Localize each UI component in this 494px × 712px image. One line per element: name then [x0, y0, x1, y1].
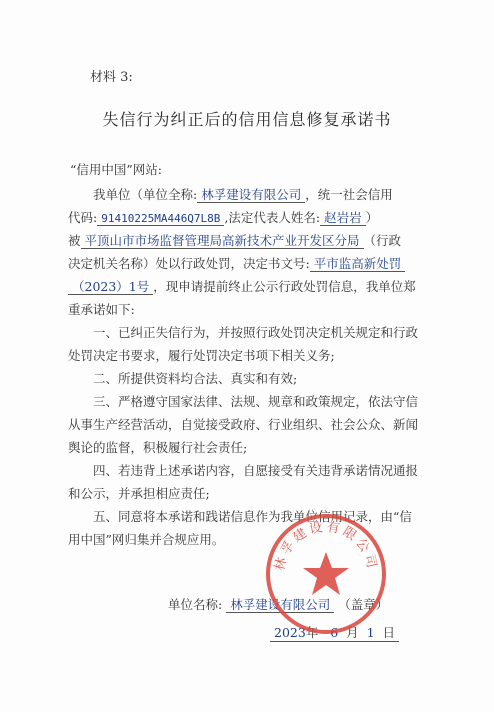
decision-number-field: 平市监高新处罚 — [310, 256, 406, 272]
company-name-field: 林孚建设有限公司 — [197, 187, 305, 203]
date-month-suffix: 月 — [346, 625, 359, 640]
official-seal-stamp — [262, 510, 390, 638]
paragraph-line — [68, 252, 434, 275]
paragraph-line — [68, 206, 434, 229]
commitment-item-1-cont: 处罚决定书要求，履行处罚决定书项下相关义务; — [68, 348, 335, 363]
text-segment: 我单位（单位全称: — [93, 187, 198, 202]
text-segment: ） — [365, 210, 379, 225]
material-label: 材料 3: — [90, 70, 133, 85]
commitment-item-2: 二、所提供资料均合法、真实和有效; — [93, 371, 298, 386]
commitment-item-1: 一、已纠正失信行为，并按照行政处罚决定机关规定和行政 — [93, 325, 419, 340]
text-segment: 被 — [68, 233, 81, 248]
legal-rep-field: 赵岩岩 — [320, 210, 366, 226]
commitment-item-5-cont: 用中国”网归集并合规应用。 — [68, 532, 225, 547]
text-segment: 代码: — [68, 210, 98, 225]
commitment-item-5: 五、同意将本承诺和践诺信息作为我单位信用记录，由“信 — [93, 509, 412, 524]
paragraph-line: 重承诺如下: — [68, 302, 135, 317]
stamp-note: （盖章） — [338, 597, 389, 612]
date-day-suffix: 日 — [382, 625, 396, 640]
paragraph-line — [68, 275, 434, 298]
salutation: “信用中国”网站: — [70, 162, 162, 177]
sign-company-name: 林孚建设有限公司 — [226, 597, 334, 613]
seal-star-icon — [303, 552, 349, 595]
commitment-item-3: 三、严格遵守国家法律、法规、规章和政策规定，依法守信 — [93, 394, 419, 409]
date-day: 1 — [366, 625, 375, 640]
seal-text: 林孚建设有限公司 — [272, 519, 380, 573]
commitment-item-3-cont: 舆论的监督，积极履行社会责任; — [68, 440, 248, 455]
text-segment: ,法定代表人姓名: — [224, 210, 321, 225]
authority-field: 平顶山市市场监督管理局高新技术产业开发区分局 — [81, 233, 364, 249]
paragraph-line — [68, 183, 434, 206]
decision-number-field-2: （2023）1号 — [68, 279, 153, 295]
document-body — [68, 183, 434, 551]
commitment-item-4-cont: 和公示，并承担相应责任; — [68, 486, 210, 501]
text-segment: ，现申请提前终止公示行政处罚信息，我单位郑 — [153, 279, 416, 294]
commitment-item-3-cont: 从事生产经营活动，自觉接受政府、行业组织、社会公众、新闻 — [68, 417, 419, 432]
paragraph-line — [68, 229, 434, 252]
date-year: 2023 — [274, 625, 306, 640]
text-segment: ，统一社会信用 — [305, 187, 393, 202]
commitment-item-4: 四、若违背上述承诺内容，自愿接受有关违背承诺情况通报 — [93, 463, 419, 478]
text-segment: （行政 — [363, 233, 402, 248]
credit-code-field: 91410225MA446Q7L8B — [97, 212, 224, 226]
date-year-suffix: 年 — [305, 625, 319, 640]
sign-label: 单位名称: — [168, 597, 223, 612]
text-segment: 决定机关名称）处以行政处罚，决定书文号: — [68, 256, 310, 271]
document-title: 失信行为纠正后的信用信息修复承诺书 — [102, 110, 392, 129]
date-month: 6 — [330, 625, 339, 640]
